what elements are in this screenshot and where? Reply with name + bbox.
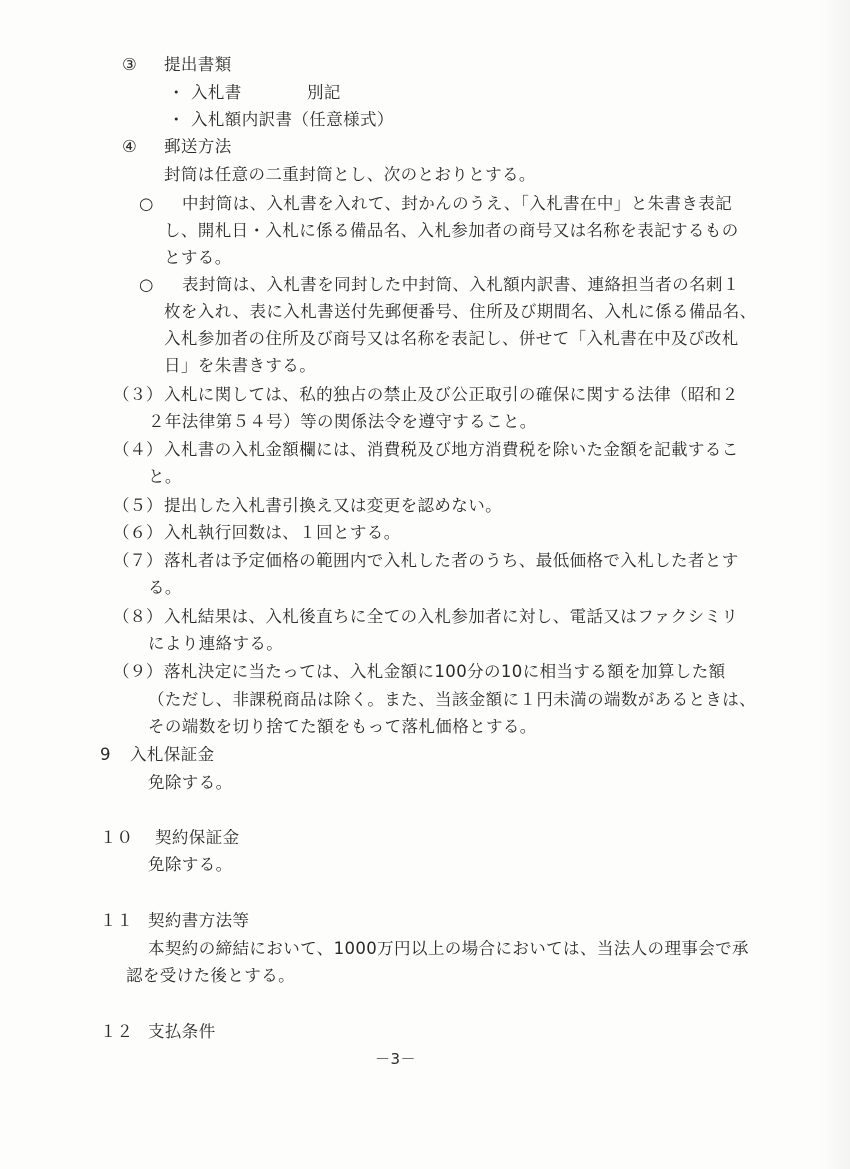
paragraph-line: 入札結果は、入札後直ちに全ての入札参加者に対し、電話又はファクシミリ [164, 607, 739, 626]
paragraph-line: と。 [148, 467, 182, 486]
item-number: （８） [113, 607, 163, 626]
section-number: １１ [100, 911, 133, 930]
circle-bullet: ○ [139, 275, 154, 294]
item-number: （９） [113, 662, 163, 681]
bullet: ・ [168, 83, 185, 102]
section-number: １０ [100, 828, 133, 847]
bullet: ・ [168, 110, 185, 129]
paragraph-line: 落札者は予定価格の範囲内で入札した者のうち、最低価格で入札した者とす [164, 551, 739, 570]
section-heading: 提出書類 [164, 55, 232, 74]
paragraph-line: その端数を切り捨てた額をもって落札価格とする。 [148, 717, 537, 736]
circle-bullet: ○ [139, 194, 154, 213]
item-number: ③ [122, 55, 137, 74]
paragraph-line: 提出した入札書引換え又は変更を認めない。 [164, 496, 502, 515]
paragraph-line: 免除する。 [148, 855, 233, 874]
paragraph-line: 免除する。 [148, 773, 233, 792]
section-heading: 郵送方法 [164, 137, 232, 156]
paragraph-line: 表封筒は、入札書を同封した中封筒、入札額内訳書、連絡担当者の名刺１ [182, 275, 740, 294]
paragraph-line: 中封筒は、入札書を入れて、封かんのうえ、「入札書在中」と朱書き表記 [182, 194, 733, 213]
paragraph-line: 入札執行回数は、１回とする。 [164, 523, 401, 542]
list-item-text: 入札書 [191, 83, 242, 102]
section-heading: 契約書方法等 [148, 911, 250, 930]
paragraph-line: （ただし、非課税商品は除く。また、当該金額に１円未満の端数があるときは、 [148, 690, 757, 709]
paragraph-line: る。 [148, 578, 182, 597]
paragraph-line: 認を受けた後とする。 [126, 966, 295, 985]
section-heading: 支払条件 [148, 1022, 216, 1041]
paragraph-line: 入札に関しては、私的独占の禁止及び公正取引の確保に関する法律（昭和２ [164, 385, 739, 404]
item-number: ④ [122, 137, 137, 156]
list-item-text: 入札額内訳書（任意様式） [191, 110, 394, 129]
paragraph-line: 封筒は任意の二重封筒とし、次のとおりとする。 [164, 165, 536, 184]
paragraph-line: 枚を入れ、表に入札書送付先郵便番号、住所及び期間名、入札に係る備品名、 [164, 302, 757, 321]
paragraph-line: 入札書の入札金額欄には、消費税及び地方消費税を除いた金額を記載するこ [164, 440, 739, 459]
paragraph-line: 本契約の締結において、1000万円以上の場合においては、当法人の理事会で承 [148, 939, 749, 958]
paragraph-line: し、開札日・入札に係る備品名、入札参加者の商号又は名称を表記するもの [164, 221, 739, 240]
section-heading: 契約保証金 [155, 828, 240, 847]
item-number: （７） [113, 551, 163, 570]
section-number: １２ [100, 1022, 133, 1041]
list-item-note: 別記 [307, 83, 341, 102]
paragraph-line: 落札決定に当たっては、入札金額に100分の10に相当する額を加算した額 [164, 662, 726, 681]
item-number: （５） [113, 496, 163, 515]
item-number: （３） [113, 385, 163, 404]
item-number: （６） [113, 523, 163, 542]
section-number: 9 [100, 745, 111, 764]
paragraph-line: とする。 [164, 248, 232, 267]
paragraph-line: により連絡する。 [148, 634, 284, 653]
paragraph-line: 入札参加者の住所及び商号又は名称を表記し、併せて「入札書在中及び改札 [164, 329, 739, 348]
paragraph-line: ２年法律第５４号）等の関係法令を遵守すること。 [148, 412, 537, 431]
section-heading: 入札保証金 [130, 745, 215, 764]
scan-edge-shadow [820, 0, 850, 1169]
item-number: （４） [113, 440, 163, 459]
paragraph-line: 日」を朱書きする。 [164, 356, 317, 375]
page-number: －3－ [375, 1050, 417, 1068]
